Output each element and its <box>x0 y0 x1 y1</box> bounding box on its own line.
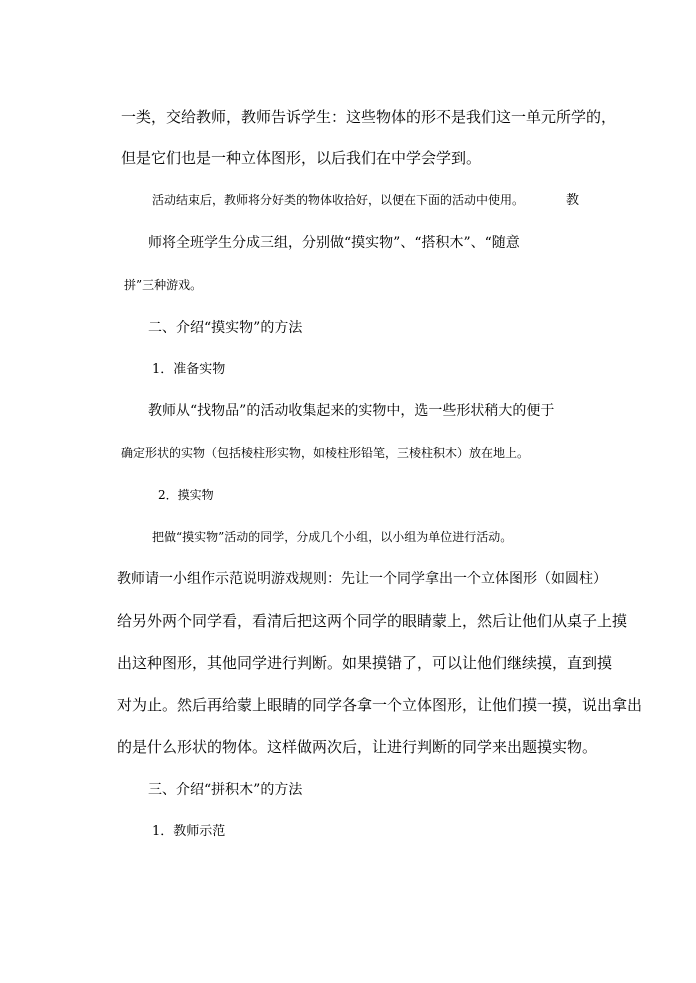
text-line: 出这种图形，其他同学进行判断。如果摸错了，可以让他们继续摸，直到摸 <box>117 654 613 672</box>
text-line: 教 <box>566 193 580 208</box>
sub-heading: 2．摸实物 <box>158 488 214 502</box>
text-line: 对为止。然后再给蒙上眼睛的同学各拿一个立体图形，让他们摸一摸，说出拿出 <box>117 696 643 714</box>
text-line: 但是它们也是一种立体图形，以后我们在中学会学到。 <box>121 149 482 167</box>
text-line: 的是什么形状的物体。这样做两次后，让进行判断的同学来出题摸实物。 <box>117 738 598 756</box>
text-line: 一类，交给教师，教师告诉学生：这些物体的形不是我们这一单元所学的， <box>121 108 617 126</box>
text-line: 拼”三种游戏。 <box>124 278 203 292</box>
text-line: 教师从“找物品”的活动收集起来的实物中，选一些形状稍大的便于 <box>148 403 555 419</box>
text-line: 师将全班学生分成三组，分别做“摸实物”、“搭积木”、“随意 <box>148 235 520 251</box>
text-line: 确定形状的实物（包括棱柱形实物，如棱柱形铅笔，三棱柱积木）放在地上。 <box>121 446 530 460</box>
text-line: 把做“摸实物”活动的同学，分成几个小组，以小组为单位进行活动。 <box>152 530 513 544</box>
text-line: 给另外两个同学看，看清后把这两个同学的眼睛蒙上，然后让他们从桌子上摸 <box>117 612 628 630</box>
section-heading: 三、介绍“拼积木”的方法 <box>148 782 303 798</box>
text-line: 活动结束后，教师将分好类的物体收拾好，以便在下面的活动中使用。 <box>152 193 525 207</box>
text-line: 教师请一小组作示范说明游戏规则：先让一个同学拿出一个立体图形（如圆柱） <box>117 571 607 587</box>
sub-heading: 1．教师示范 <box>152 824 226 839</box>
sub-heading: 1．准备实物 <box>152 362 226 377</box>
section-heading: 二、介绍“摸实物”的方法 <box>148 320 303 336</box>
